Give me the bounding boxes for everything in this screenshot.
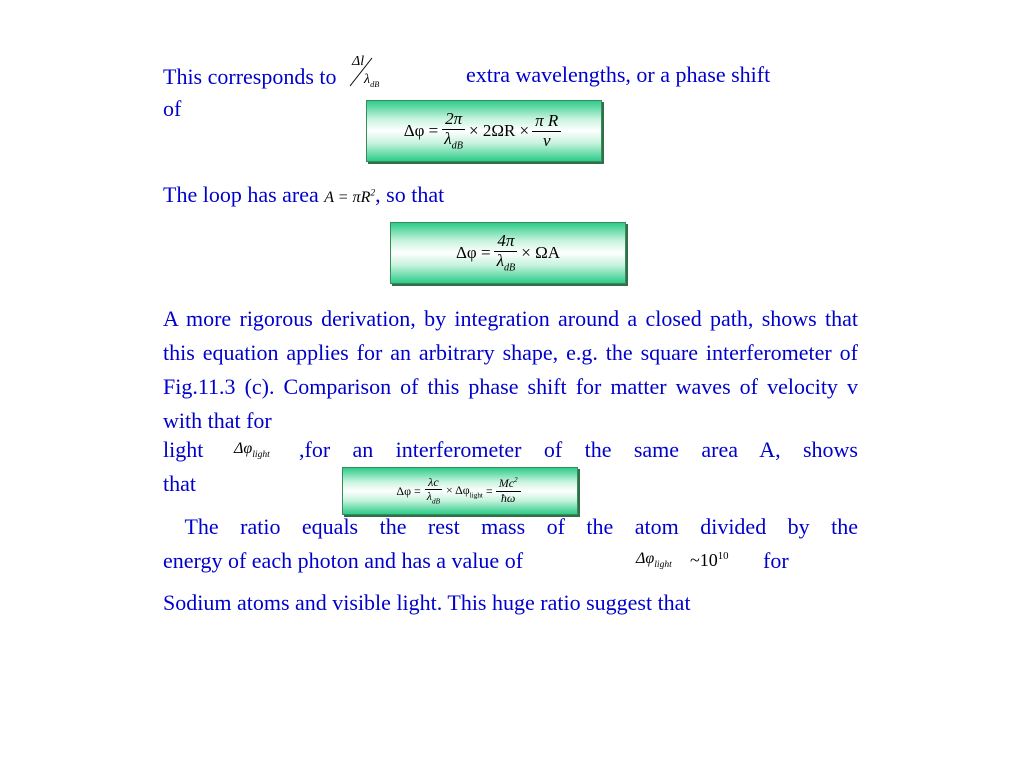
eq1-fraction-1: $\frac{2\pi}{\lambda_{dB}}$ <box>441 110 466 151</box>
equation-box-1 <box>366 100 602 162</box>
area-formula: $A = \pi R^2$ <box>324 187 376 206</box>
inline-fraction-denominator: $\lambda_{dB}$ <box>364 72 380 89</box>
eq1-mid: × 2ΩR × <box>468 121 530 140</box>
para-3-light-word: light <box>163 437 204 462</box>
para-4-line-2-b: for <box>763 548 789 573</box>
equation-box-2 <box>390 222 626 284</box>
inline-fraction-dl-over-lambda <box>342 54 392 92</box>
para-3-after-light: ,for an interferometer of the same area A, shows <box>299 437 858 462</box>
eq2-lhs: Δφ = <box>455 243 491 262</box>
para-3 <box>163 302 858 438</box>
eq2-rhs: × ΩA <box>521 243 561 262</box>
eq3-lhs: Δφ = <box>396 483 421 498</box>
para-2-line <box>163 182 444 208</box>
para-2-text-b: , so that <box>375 182 445 207</box>
delta-phi-light-ratio: $\Delta\varphi_{light}$ <box>636 550 672 571</box>
delta-phi-light-symbol: $\Delta\varphi_{light}$ <box>234 440 270 461</box>
para-1-text-a: This corresponds to <box>163 64 337 89</box>
para-3-that-word: that <box>163 471 196 496</box>
para-2-text-a: The loop has area <box>163 182 319 207</box>
eq1-lhs: Δφ = <box>403 121 439 140</box>
para-4-line-3: Sodium atoms and visible light. This huge ratio suggest that <box>163 590 691 615</box>
eq2-fraction: $\frac{4\pi}{\lambda_{dB}}$ <box>494 232 519 273</box>
para-1-line-1 <box>163 54 392 92</box>
para-4-line-1: The ratio equals the rest mass of the atom divided by the <box>184 514 859 539</box>
equation-box-3 <box>342 467 578 515</box>
eq1-fraction-2: $\frac{\text{π R}}{v}$ <box>532 112 561 150</box>
para-4-line-2-a: energy of each photon and has a value of <box>163 548 524 573</box>
inline-fraction-numerator: Δl <box>352 54 365 69</box>
eq3-fraction-1: $\frac{\lambda c}{\lambda_{dB}}$ <box>426 474 440 506</box>
para-1-text-b: extra wavelengths, or a phase shift <box>466 62 771 87</box>
order-of-magnitude: $\sim 10^{10}$ <box>690 550 729 570</box>
eq3-fraction-2: $\frac{Mc^2}{ħ\omega}$ <box>496 477 521 504</box>
eq3-equals: = <box>485 483 493 498</box>
para-1-text-c: of <box>163 96 182 121</box>
para-3-text: A more rigorous derivation, by integration around a closed path, shows that this equation applies for an arbitrary shape, e.g. the square interferometer of Fig.11.3 (c). Comparison of this phase shift for matter waves of velocity v with that for <box>163 306 858 433</box>
eq3-mid: × $\Delta\varphi_{light}$ <box>445 482 483 500</box>
